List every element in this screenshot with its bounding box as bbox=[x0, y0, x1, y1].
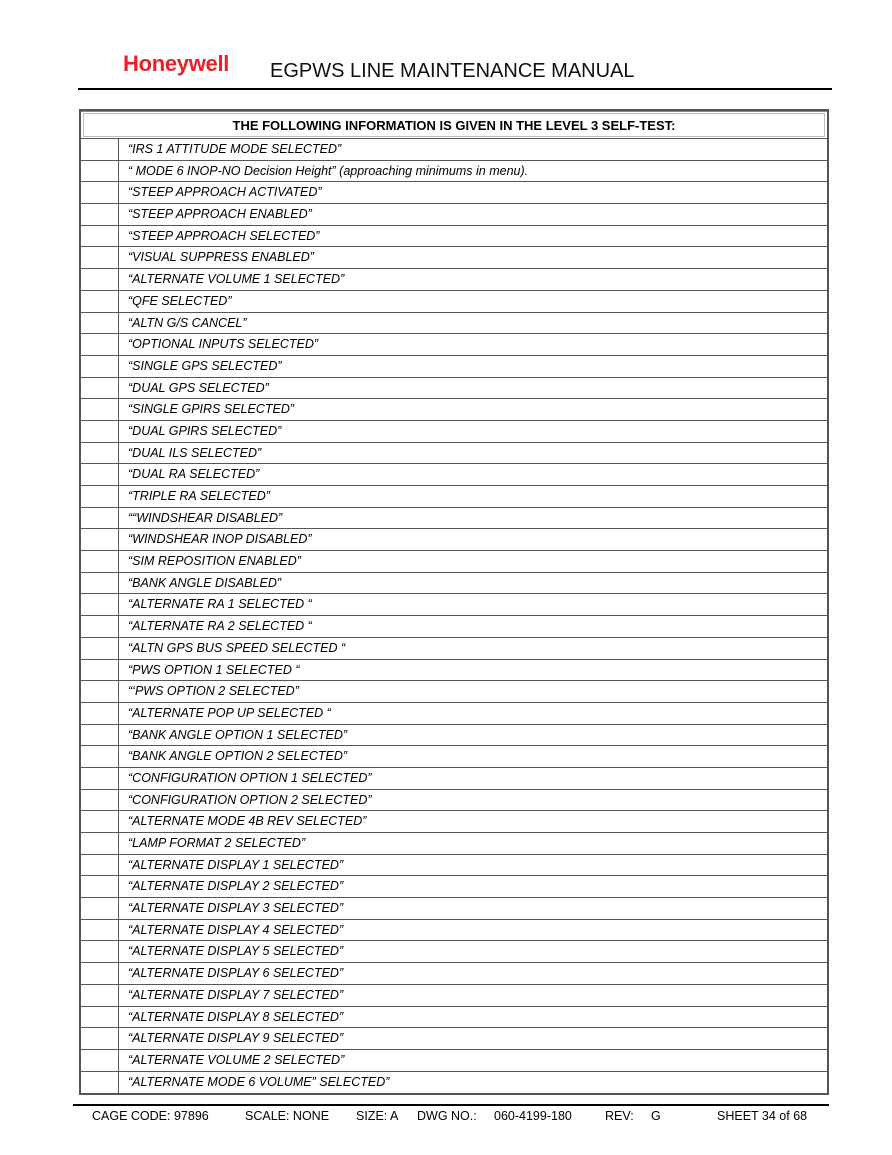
row-index-cell bbox=[81, 638, 119, 659]
row-index-cell bbox=[81, 920, 119, 941]
table-row bbox=[81, 139, 827, 161]
row-message: “ALTERNATE RA 2 SELECTED “ bbox=[128, 619, 312, 634]
document-title: EGPWS LINE MAINTENANCE MANUAL bbox=[270, 60, 635, 82]
row-message: “ALTERNATE MODE 4B REV SELECTED” bbox=[128, 814, 367, 829]
row-index-cell bbox=[81, 790, 119, 811]
row-message: “BANK ANGLE OPTION 2 SELECTED” bbox=[128, 749, 348, 764]
row-message: “SIM REPOSITION ENABLED” bbox=[128, 554, 301, 569]
row-index-cell bbox=[81, 660, 119, 681]
table-row bbox=[81, 594, 827, 616]
table-row bbox=[81, 833, 827, 855]
row-message: “SINGLE GPS SELECTED” bbox=[128, 358, 282, 373]
row-index-cell bbox=[81, 811, 119, 832]
table-row bbox=[81, 1072, 827, 1094]
row-index-cell bbox=[81, 161, 119, 182]
table-row bbox=[81, 399, 827, 421]
row-message: “SINGLE GPIRS SELECTED” bbox=[128, 402, 295, 417]
row-index-cell bbox=[81, 703, 119, 724]
table-row bbox=[81, 269, 827, 291]
row-index-cell bbox=[81, 334, 119, 355]
row-message: “STEEP APPROACH ENABLED” bbox=[128, 207, 312, 222]
table-row bbox=[81, 204, 827, 226]
row-index-cell bbox=[81, 876, 119, 897]
row-index-cell bbox=[81, 204, 119, 225]
row-index-cell bbox=[81, 681, 119, 702]
row-message: “ALTERNATE MODE 6 VOLUME” SELECTED” bbox=[128, 1074, 390, 1089]
row-index-cell bbox=[81, 139, 119, 160]
footer-sheet: SHEET 34 of 68 bbox=[717, 1109, 808, 1123]
row-message: “ALTERNATE DISPLAY 4 SELECTED” bbox=[128, 922, 344, 937]
row-message: “ALTERNATE DISPLAY 6 SELECTED” bbox=[128, 966, 344, 981]
table-row bbox=[81, 508, 827, 530]
row-message: “DUAL GPS SELECTED” bbox=[128, 380, 269, 395]
row-index-cell bbox=[81, 508, 119, 529]
row-index-cell bbox=[81, 855, 119, 876]
row-index-cell bbox=[81, 378, 119, 399]
table-row bbox=[81, 746, 827, 768]
row-index-cell bbox=[81, 941, 119, 962]
footer-size: SIZE: A bbox=[356, 1109, 399, 1123]
row-index-cell bbox=[81, 746, 119, 767]
table-row bbox=[81, 855, 827, 877]
row-message: “LAMP FORMAT 2 SELECTED” bbox=[128, 836, 306, 850]
row-index-cell bbox=[81, 573, 119, 594]
row-message: “ALTERNATE DISPLAY 8 SELECTED” bbox=[128, 1009, 344, 1024]
row-index-cell bbox=[81, 486, 119, 507]
table-row bbox=[81, 443, 827, 465]
table-row bbox=[81, 247, 827, 269]
row-index-cell bbox=[81, 464, 119, 485]
row-message: “DUAL ILS SELECTED” bbox=[128, 445, 262, 460]
table-row bbox=[81, 985, 827, 1007]
table-row bbox=[81, 681, 827, 703]
footer-rev-label: REV: bbox=[605, 1109, 634, 1123]
row-index-cell bbox=[81, 247, 119, 268]
footer-cage-code: CAGE CODE: 97896 bbox=[92, 1109, 209, 1123]
row-index-cell bbox=[81, 963, 119, 984]
row-index-cell bbox=[81, 898, 119, 919]
self-test-table bbox=[79, 109, 829, 1095]
row-index-cell bbox=[81, 725, 119, 746]
row-message: “WINDSHEAR INOP DISABLED” bbox=[128, 532, 312, 547]
row-index-cell bbox=[81, 1028, 119, 1049]
row-message: “ALTERNATE DISPLAY 5 SELECTED” bbox=[128, 944, 344, 959]
table-row bbox=[81, 898, 827, 920]
row-message: ““WINDSHEAR DISABLED” bbox=[128, 510, 283, 525]
row-index-cell bbox=[81, 1050, 119, 1071]
table-row bbox=[81, 790, 827, 812]
row-message: “ALTN G/S CANCEL” bbox=[128, 315, 247, 330]
table-row bbox=[81, 920, 827, 942]
row-index-cell bbox=[81, 356, 119, 377]
table-row bbox=[81, 182, 827, 204]
row-index-cell bbox=[81, 226, 119, 247]
row-index-cell bbox=[81, 421, 119, 442]
row-message: “OPTIONAL INPUTS SELECTED” bbox=[128, 337, 319, 352]
row-index-cell bbox=[81, 291, 119, 312]
row-index-cell bbox=[81, 594, 119, 615]
row-message: “CONFIGURATION OPTION 2 SELECTED” bbox=[128, 792, 372, 807]
row-message: “IRS 1 ATTITUDE MODE SELECTED” bbox=[128, 142, 342, 156]
table-row bbox=[81, 551, 827, 573]
table-row bbox=[81, 161, 827, 183]
footer-rule bbox=[73, 1104, 829, 1106]
row-message: “STEEP APPROACH ACTIVATED” bbox=[128, 185, 322, 200]
row-message: “ALTERNATE DISPLAY 9 SELECTED” bbox=[128, 1031, 344, 1046]
row-message: “ALTERNATE VOLUME 2 SELECTED” bbox=[128, 1052, 345, 1067]
table-row bbox=[81, 876, 827, 898]
table-row bbox=[81, 486, 827, 508]
row-message: “ALTERNATE POP UP SELECTED “ bbox=[128, 705, 331, 720]
row-message: “ MODE 6 INOP-NO Decision Height” (approaching minimums in menu). bbox=[128, 163, 529, 178]
row-message: “TRIPLE RA SELECTED” bbox=[128, 489, 270, 503]
table-heading: THE FOLLOWING INFORMATION IS GIVEN IN THE LEVEL 3 SELF-TEST: bbox=[81, 111, 827, 139]
header-rule bbox=[78, 88, 832, 90]
row-message: “ALTERNATE DISPLAY 2 SELECTED” bbox=[128, 879, 344, 894]
table-row bbox=[81, 963, 827, 985]
row-index-cell bbox=[81, 182, 119, 203]
row-index-cell bbox=[81, 313, 119, 334]
table-row bbox=[81, 941, 827, 963]
table-row bbox=[81, 616, 827, 638]
honeywell-logo: Honeywell bbox=[123, 51, 230, 76]
table-row bbox=[81, 811, 827, 833]
row-message: “BANK ANGLE DISABLED” bbox=[128, 575, 282, 590]
table-row bbox=[81, 334, 827, 356]
footer-dwg-label: DWG NO.: bbox=[417, 1109, 477, 1123]
row-message: “STEEP APPROACH SELECTED” bbox=[128, 228, 320, 243]
table-row bbox=[81, 660, 827, 682]
row-index-cell bbox=[81, 833, 119, 854]
row-message: “ALTERNATE RA 1 SELECTED “ bbox=[128, 597, 312, 612]
row-index-cell bbox=[81, 551, 119, 572]
table-row bbox=[81, 356, 827, 378]
row-index-cell bbox=[81, 1072, 119, 1094]
table-row bbox=[81, 703, 827, 725]
table-row bbox=[81, 529, 827, 551]
table-row bbox=[81, 378, 827, 400]
table-row bbox=[81, 313, 827, 335]
footer-dwg-number: 060-4199-180 bbox=[494, 1109, 572, 1123]
row-message: “ALTN GPS BUS SPEED SELECTED “ bbox=[128, 640, 346, 655]
table-row bbox=[81, 421, 827, 443]
footer-rev: G bbox=[651, 1109, 661, 1123]
table-row bbox=[81, 1007, 827, 1029]
table-row bbox=[81, 1050, 827, 1072]
table-row bbox=[81, 768, 827, 790]
row-index-cell bbox=[81, 985, 119, 1006]
row-message: “QFE SELECTED” bbox=[128, 293, 232, 308]
row-message: “ALTERNATE DISPLAY 7 SELECTED” bbox=[128, 987, 344, 1002]
row-index-cell bbox=[81, 443, 119, 464]
table-row bbox=[81, 226, 827, 248]
row-message: “ALTERNATE DISPLAY 3 SELECTED” bbox=[128, 901, 344, 916]
row-index-cell bbox=[81, 399, 119, 420]
footer-scale: SCALE: NONE bbox=[245, 1109, 330, 1123]
row-index-cell bbox=[81, 616, 119, 637]
table-row bbox=[81, 638, 827, 660]
row-message: “ALTERNATE DISPLAY 1 SELECTED” bbox=[128, 857, 344, 872]
row-message: “VISUAL SUPPRESS ENABLED” bbox=[128, 250, 314, 265]
table-row bbox=[81, 725, 827, 747]
row-message: “BANK ANGLE OPTION 1 SELECTED” bbox=[128, 727, 348, 742]
row-message: “‘PWS OPTION 2 SELECTED” bbox=[128, 684, 299, 699]
row-message: “PWS OPTION 1 SELECTED “ bbox=[128, 662, 300, 677]
table-row bbox=[81, 464, 827, 486]
row-index-cell bbox=[81, 768, 119, 789]
row-message: “ALTERNATE VOLUME 1 SELECTED” bbox=[128, 272, 345, 287]
table-row bbox=[81, 1028, 827, 1050]
row-message: “DUAL RA SELECTED” bbox=[128, 467, 260, 482]
row-index-cell bbox=[81, 269, 119, 290]
row-message: “CONFIGURATION OPTION 1 SELECTED” bbox=[128, 770, 372, 785]
row-message: “DUAL GPIRS SELECTED” bbox=[128, 423, 282, 438]
table-row bbox=[81, 573, 827, 595]
row-index-cell bbox=[81, 1007, 119, 1028]
row-index-cell bbox=[81, 529, 119, 550]
table-row bbox=[81, 291, 827, 313]
